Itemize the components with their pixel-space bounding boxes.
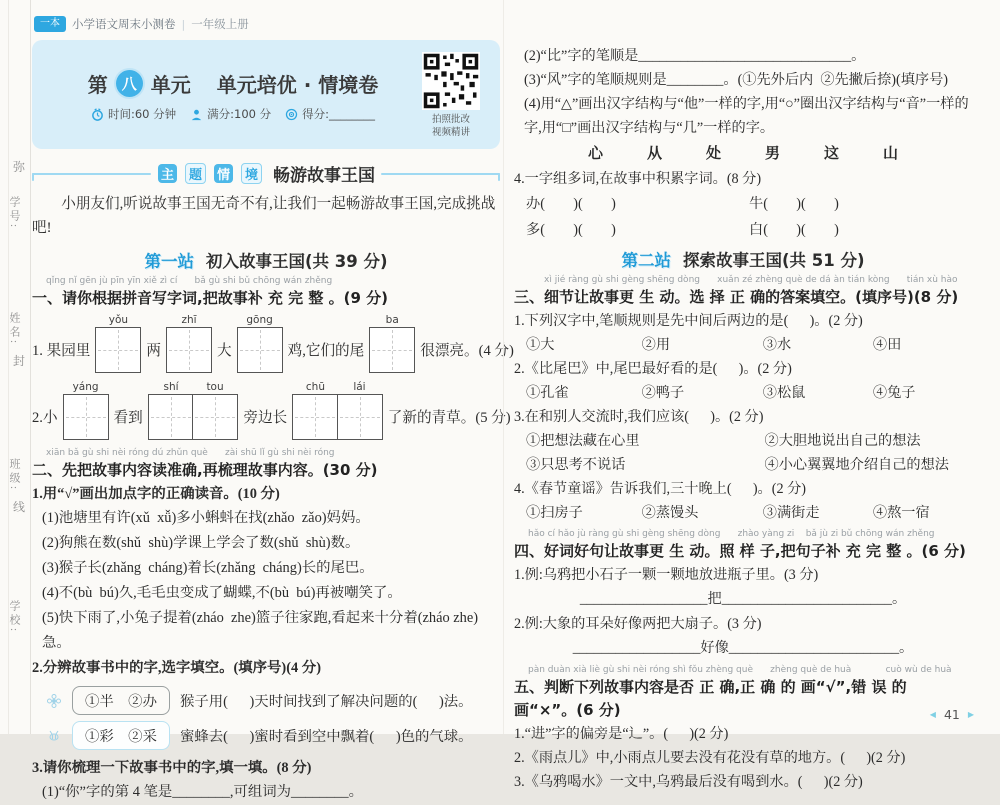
word-building-grid [526, 193, 972, 239]
brand-logo: 一本 [34, 16, 66, 32]
page-number [930, 707, 974, 722]
mc-option[interactable]: ①孔雀 [526, 385, 569, 401]
mc-option[interactable]: ④兔子 [872, 385, 916, 401]
station-1-title: 第一站 初入故事王国(共 39 分) [144, 252, 388, 271]
student-name-field: 姓名: [8, 312, 20, 347]
seal-char: 线 [13, 500, 26, 514]
section-4-heading: 四、好词好句让故事更 生 动。照 样 子,把句子补 充 完 整 。(6 分) [514, 542, 966, 560]
fill-boxes-question-1 [32, 314, 514, 373]
character-write-box[interactable] [192, 394, 238, 440]
class-field: 班级: [8, 458, 20, 493]
mc-option[interactable]: ③只思考不说话 [526, 457, 626, 473]
mc-options [526, 429, 972, 477]
theme-tag-char: 题 [185, 163, 206, 184]
mc-option[interactable]: ④小心翼翼地介绍自己的想法 [764, 457, 949, 473]
mc-option[interactable]: ③水 [762, 337, 792, 353]
fill-boxes-question-2 [32, 381, 511, 440]
theme-banner [32, 161, 500, 186]
mc-options [526, 333, 972, 357]
sentence-blank[interactable]: __________________好像________________________。 [572, 640, 914, 656]
paper-meta [91, 106, 375, 122]
section-3-heading: 三、细节让故事更 生 动。选 择 正 确的答案填空。(填序号)(8 分) [514, 288, 959, 306]
fill-sentence: 猴子用( )天时间找到了解决问题的( )法。 [179, 694, 473, 710]
structure-question: (4)用“△”画出汉字结构与“他”一样的字,用“○”圈出汉字结构与“音”一样的字,用“□”画出汉字结构与“几”一样的字。 [524, 96, 969, 136]
next-page-icon[interactable]: ▶ [967, 710, 974, 719]
question-text: 1. 果园里 [32, 343, 91, 359]
unit-prefix: 第 [87, 73, 108, 97]
stroke-question[interactable]: (2)“比”字的笔顺是______________________________。 [524, 48, 866, 64]
question-text: 2.小 [32, 410, 58, 426]
theme-tag-char: 情 [214, 164, 233, 183]
unit-suffix: 单元 [150, 73, 191, 97]
character-options-box[interactable]: ①半 ②办 [72, 686, 170, 715]
pinyin-label: chū [305, 381, 325, 393]
example-sentence: 2.例:大象的耳朵好像两把大扇子。(3 分) [514, 616, 762, 632]
example-sentence: 1.例:乌鸦把小石子一颗一颗地放进瓶子里。(3 分) [514, 567, 819, 583]
mc-options [526, 501, 972, 525]
mc-option[interactable]: ④熬一宿 [872, 505, 930, 521]
mc-question: 1.下列汉字中,笔顺规则是先中间后两边的是( )。(2 分) [514, 313, 863, 329]
pinyin-label: tou [206, 381, 224, 393]
mc-option[interactable]: ②鸭子 [641, 385, 685, 401]
seal-char: 弥 [13, 160, 26, 174]
pinyin-row: xiān bǎ gù shi nèi róng dú zhǔn què zài shū lǐ gù shi nèi róng [46, 448, 335, 458]
page-number-value: 41 [943, 707, 960, 722]
mc-question: 2.《比尾巴》中,尾巴最好看的是( )。(2 分) [514, 361, 792, 377]
section-5-heading: 五、判断下列故事内容是否 正 确,正 确 的 画“√”,错 误 的 画“×”。(6 分) [514, 678, 912, 719]
mc-options [526, 381, 972, 405]
sentence-blank[interactable]: __________________把________________________。 [579, 591, 907, 607]
brand-header [34, 16, 500, 32]
clock-icon [91, 108, 104, 121]
mc-option[interactable]: ①扫房子 [526, 505, 583, 521]
unit-number-badge: 八 [116, 70, 143, 97]
mc-option[interactable]: ①把想法藏在心里 [526, 433, 640, 449]
fill-sentence: 蜜蜂去( )蜜时看到空中飘着( )色的气球。 [179, 729, 473, 745]
pinyin-label: yǒu [108, 314, 129, 326]
section-2-sub-1: 1.用“√”画出加点字的正确读音。(10 分) [32, 486, 280, 502]
right-page [514, 0, 972, 794]
theme-tag-char: 境 [241, 163, 262, 184]
choose-character-row [46, 721, 500, 750]
choice-character[interactable]: 从 [646, 146, 662, 162]
stroke-question[interactable]: (1)“你”字的第 4 笔是________,可组词为________。 [42, 784, 363, 800]
volume-label: 一年级上册 [191, 17, 249, 31]
character-write-box[interactable] [63, 394, 109, 440]
mc-option[interactable]: ③满街走 [762, 505, 820, 521]
left-page [32, 0, 514, 805]
pinyin-label: zhī [181, 314, 197, 326]
pronunciation-item: (2)狗熊在数(shǔ shù)学课上学会了数(shǔ shù)数。 [42, 535, 360, 551]
character-choices-row [544, 142, 942, 163]
pinyin-label: yáng [72, 381, 99, 393]
question-text: 大 [217, 343, 232, 359]
choose-character-row [46, 686, 500, 715]
seal-line-strip [0, 0, 31, 734]
target-icon [285, 108, 298, 121]
section-1-heading: 一、请你根据拼音写字词,把故事补 充 完 整 。(9 分) [32, 289, 388, 307]
pronunciation-item: (4)不(bù bú)久,毛毛虫变成了蝴蝶,不(bù bú)再被嘲笑了。 [42, 585, 402, 601]
pinyin-row: pàn duàn xià liè gù shi nèi róng shì fǒu zhèng què zhèng què de huà cuò wù de huà [528, 665, 952, 675]
qr-caption: 拍照批改 [431, 114, 470, 125]
pinyin-label: gōng [246, 314, 273, 326]
bee-icon [46, 728, 62, 744]
qr-caption: 视频精讲 [431, 127, 470, 138]
brand-divider: | [181, 17, 186, 31]
mc-option[interactable]: ②大胆地说出自己的想法 [764, 433, 921, 449]
character-write-box[interactable] [292, 394, 338, 440]
theme-title: 畅游故事王国 [273, 166, 375, 186]
pinyin-row: hǎo cí hǎo jù ràng gù shi gèng shēng dòng zhào yàng zi bǎ jù zi bǔ chōng wán zhěng [528, 529, 935, 539]
judge-item[interactable]: 2.《雨点儿》中,小雨点儿要去没有花没有草的地方。( )(2 分) [514, 750, 906, 766]
question-4-heading: 4.一字组多词,在故事中积累字词。(8 分) [514, 171, 762, 187]
page-fold-divider [503, 0, 504, 734]
student-number-field: 学号: [8, 196, 20, 231]
unit-title [88, 69, 379, 98]
pinyin-label: lái [353, 381, 366, 393]
mc-option[interactable]: ②蒸馒头 [641, 505, 699, 521]
pinyin-label: shí [163, 381, 179, 393]
mc-option[interactable]: ③松鼠 [762, 385, 806, 401]
question-text: 了新的青草。(5 分) [387, 410, 511, 426]
word-blank[interactable]: 牛( )( ) [749, 196, 839, 212]
section-2-sub-3: 3.请你梳理一下故事书中的字,填一填。(8 分) [32, 760, 312, 776]
mc-option[interactable]: ①大 [526, 337, 555, 353]
choice-character[interactable]: 男 [764, 146, 780, 162]
question-text: 鸡,它们的尾 [287, 343, 365, 359]
choice-character[interactable]: 这 [823, 146, 839, 162]
character-write-box[interactable] [95, 327, 141, 373]
word-blank[interactable]: 多( )( ) [526, 222, 616, 238]
time-label: 时间:60 分钟 [107, 107, 177, 121]
word-blank[interactable]: 白( )( ) [749, 222, 839, 238]
pinyin-label: ba [385, 314, 399, 326]
mc-question: 3.在和别人交流时,我们应该( )。(2 分) [514, 409, 764, 425]
station-2-title: 第二站 探索故事王国(共 51 分) [621, 251, 865, 270]
question-text: 看到 [113, 410, 143, 426]
score-blank[interactable]: 得分:________ [302, 107, 376, 121]
mc-question: 4.《春节童谣》告诉我们,三十晚上( )。(2 分) [514, 481, 807, 497]
paper-title: 单元培优 · 情境卷 [216, 73, 379, 97]
question-text: 很漂亮。(4 分) [420, 343, 514, 359]
mc-option[interactable]: ④田 [872, 337, 902, 353]
pinyin-row: qǐng nǐ gēn jù pīn yīn xiě zì cí bǎ gù shi bǔ chōng wán zhěng [46, 276, 333, 286]
character-write-box[interactable] [369, 327, 415, 373]
theme-tag-char: 主 [158, 164, 177, 183]
qr-code-block [416, 52, 486, 139]
pronunciation-item: (1)池塘里有许(xǔ xǚ)多小蝌蚪在找(zhǎo zǎo)妈妈。 [42, 510, 370, 526]
mc-option[interactable]: ②用 [641, 337, 671, 353]
judge-item[interactable]: 3.《乌鸦喝水》一文中,乌鸦最后没有喝到水。( )(2 分) [514, 774, 863, 790]
question-text: 两 [146, 343, 161, 359]
pronunciation-item: (5)快下雨了,小兔子提着(zháo zhe)篮子往家跑,看起来十分着(zháo zhe)急。 [42, 610, 479, 651]
series-title: 小学语文周末小测卷 [72, 17, 176, 31]
pinyin-row: xì jié ràng gù shi gèng shēng dòng xuǎn zé zhèng què de dá àn tián kòng tián xù hào [544, 275, 958, 285]
character-write-box[interactable] [337, 394, 383, 440]
section-2-heading: 二、先把故事内容读准确,再梳理故事内容。(30 分) [32, 461, 378, 479]
question-text: 旁边长 [243, 410, 288, 426]
word-blank[interactable]: 办( )( ) [526, 196, 616, 212]
choice-character[interactable]: 心 [587, 146, 603, 162]
character-write-box[interactable] [166, 327, 212, 373]
pronunciation-item: (3)猴子长(zhǎng cháng)着长(zhǎng cháng)长的尾巴。 [42, 560, 374, 576]
intro-text: 小朋友们,听说故事王国无奇不有,让我们一起畅游故事王国,完成挑战吧! [32, 196, 496, 236]
flower-icon [46, 693, 62, 709]
character-write-box[interactable] [237, 327, 283, 373]
full-score-label: 满分:100 分 [207, 107, 272, 121]
character-write-box[interactable] [148, 394, 194, 440]
seal-char: 封 [13, 354, 26, 368]
stroke-rule-question[interactable]: (3)“风”字的笔顺规则是________。(①先外后内 ②先撇后捺)(填序号) [524, 72, 949, 88]
person-icon [190, 108, 203, 121]
prev-page-icon[interactable]: ◀ [929, 710, 936, 719]
unit-header [32, 40, 500, 149]
character-options-box[interactable]: ①彩 ②采 [72, 721, 170, 750]
choice-character[interactable]: 处 [705, 146, 721, 162]
school-field: 学校: [8, 600, 20, 635]
choice-character[interactable]: 山 [882, 146, 898, 162]
judge-item[interactable]: 1.“进”字的偏旁是“辶”。( )(2 分) [514, 726, 729, 742]
qr-code[interactable] [422, 52, 480, 110]
section-2-sub-2: 2.分辨故事书中的字,选字填空。(填序号)(4 分) [32, 660, 321, 676]
